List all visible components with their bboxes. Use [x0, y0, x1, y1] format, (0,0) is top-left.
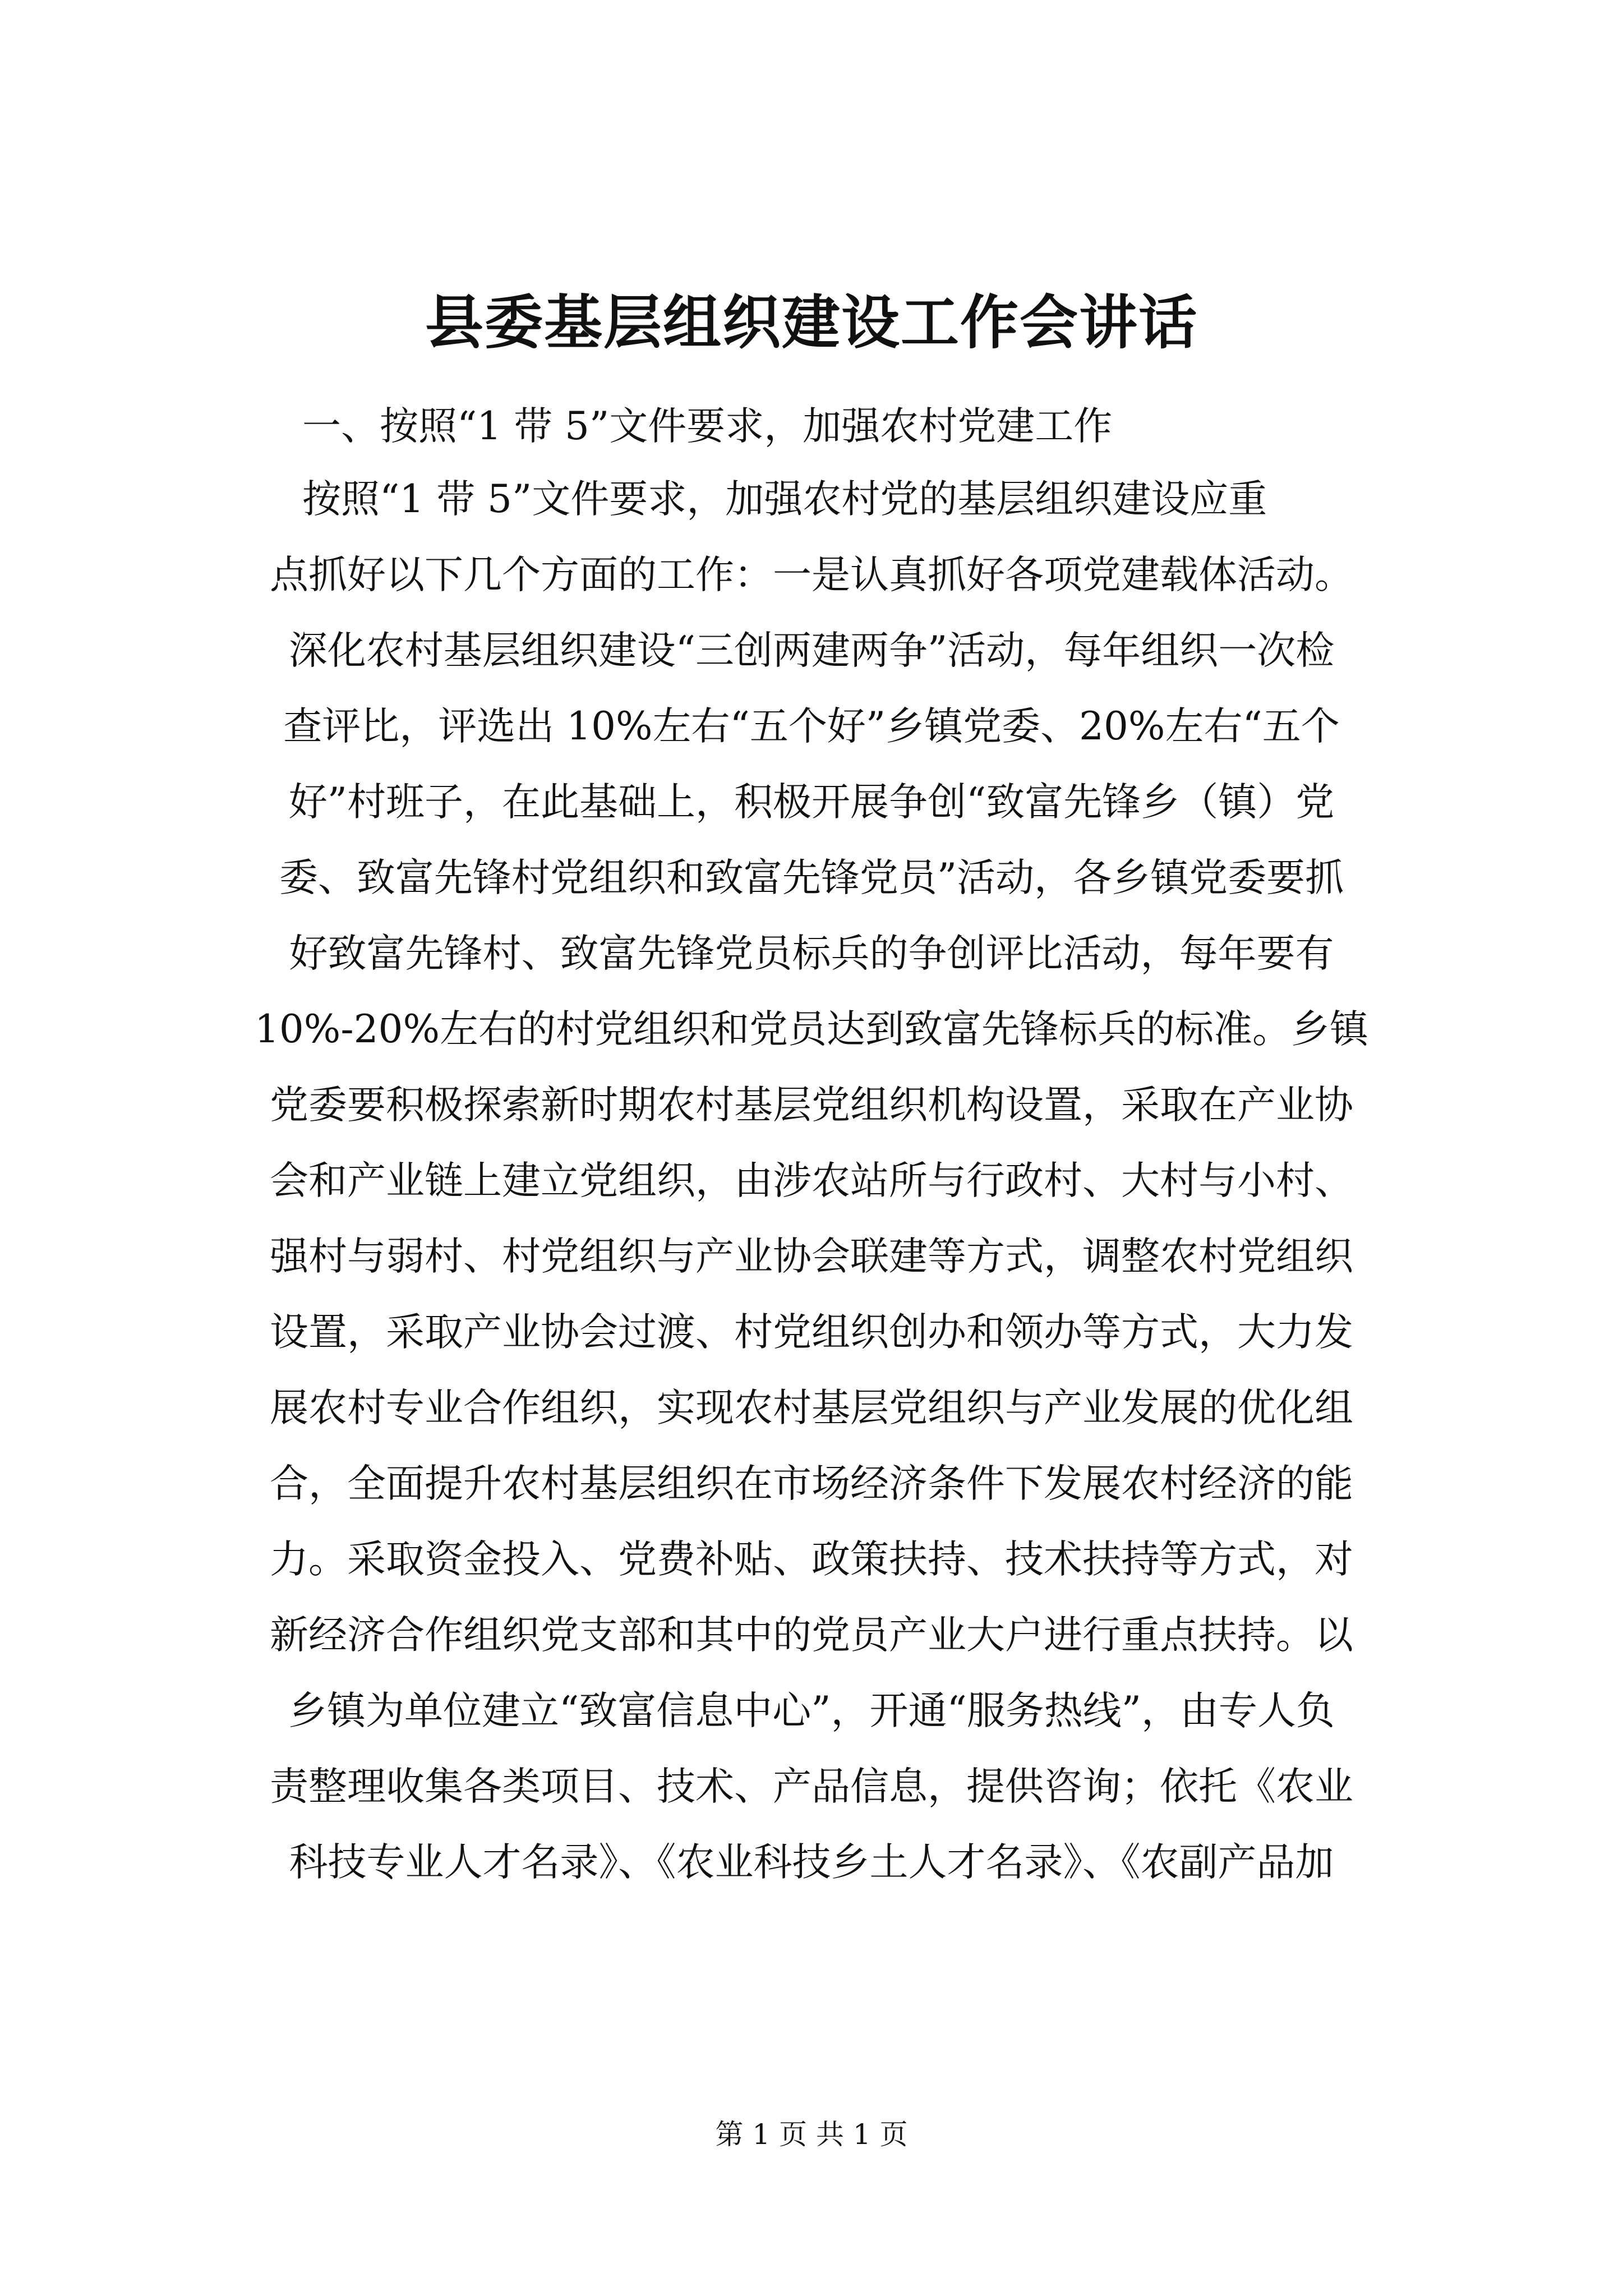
body-line: 责整理收集各类项目、技术、产品信息，提供咨询；依托《农业: [270, 1764, 1353, 1809]
body-line: 新经济合作组织党支部和其中的党员产业大户进行重点扶持。以: [270, 1613, 1353, 1658]
body-line: 乡镇为单位建立“致富信息中心”，开通“服务热线”，由专人负: [288, 1688, 1335, 1733]
body-line: 力。采取资金投入、党费补贴、政策扶持、技术扶持等方式，对: [270, 1537, 1353, 1582]
body-line: 设置，采取产业协会过渡、村党组织创办和领办等方式，大力发: [270, 1310, 1353, 1355]
body-line: 好”村班子，在此基础上，积极开展争创“致富先锋乡（镇）党: [288, 780, 1335, 825]
body-line: 点抓好以下几个方面的工作：一是认真抓好各项党建载体活动。: [270, 553, 1353, 597]
body-line: 科技专业人才名录》、《农业科技乡土人才名录》、《农副产品加: [289, 1840, 1334, 1885]
body-line: 10%-20%左右的村党组织和党员达到致富先锋标兵的标准。乡镇: [254, 1007, 1369, 1052]
section-heading: 一、按照“1 带 5”文件要求，加强农村党建工作: [302, 404, 1113, 449]
body-line: 委、致富先锋村党组织和致富先锋党员”活动，各乡镇党委要抓: [279, 855, 1344, 900]
page-footer: 第 1 页 共 1 页: [715, 2118, 908, 2151]
body-line: 按照“1 带 5”文件要求，加强农村党的基层组织建设应重: [302, 477, 1267, 522]
body-line: 合，全面提升农村基层组织在市场经济条件下发展农村经济的能: [270, 1461, 1353, 1506]
body-line: 好致富先锋村、致富先锋党员标兵的争创评比活动，每年要有: [289, 931, 1334, 976]
body-line: 查评比，评选出 10%左右“五个好”乡镇党委、20%左右“五个: [283, 704, 1340, 749]
body-line: 党委要积极探索新时期农村基层党组织机构设置，采取在产业协: [270, 1083, 1353, 1128]
document-title: 县委基层组织建设工作会讲话: [425, 288, 1198, 357]
body-line: 会和产业链上建立党组织，由涉农站所与行政村、大村与小村、: [270, 1158, 1353, 1203]
body-line: 强村与弱村、村党组织与产业协会联建等方式，调整农村党组织: [270, 1234, 1353, 1279]
body-line: 展农村专业合作组织，实现农村基层党组织与产业发展的优化组: [270, 1386, 1353, 1430]
body-line: 深化农村基层组织建设“三创两建两争”活动，每年组织一次检: [288, 628, 1335, 673]
